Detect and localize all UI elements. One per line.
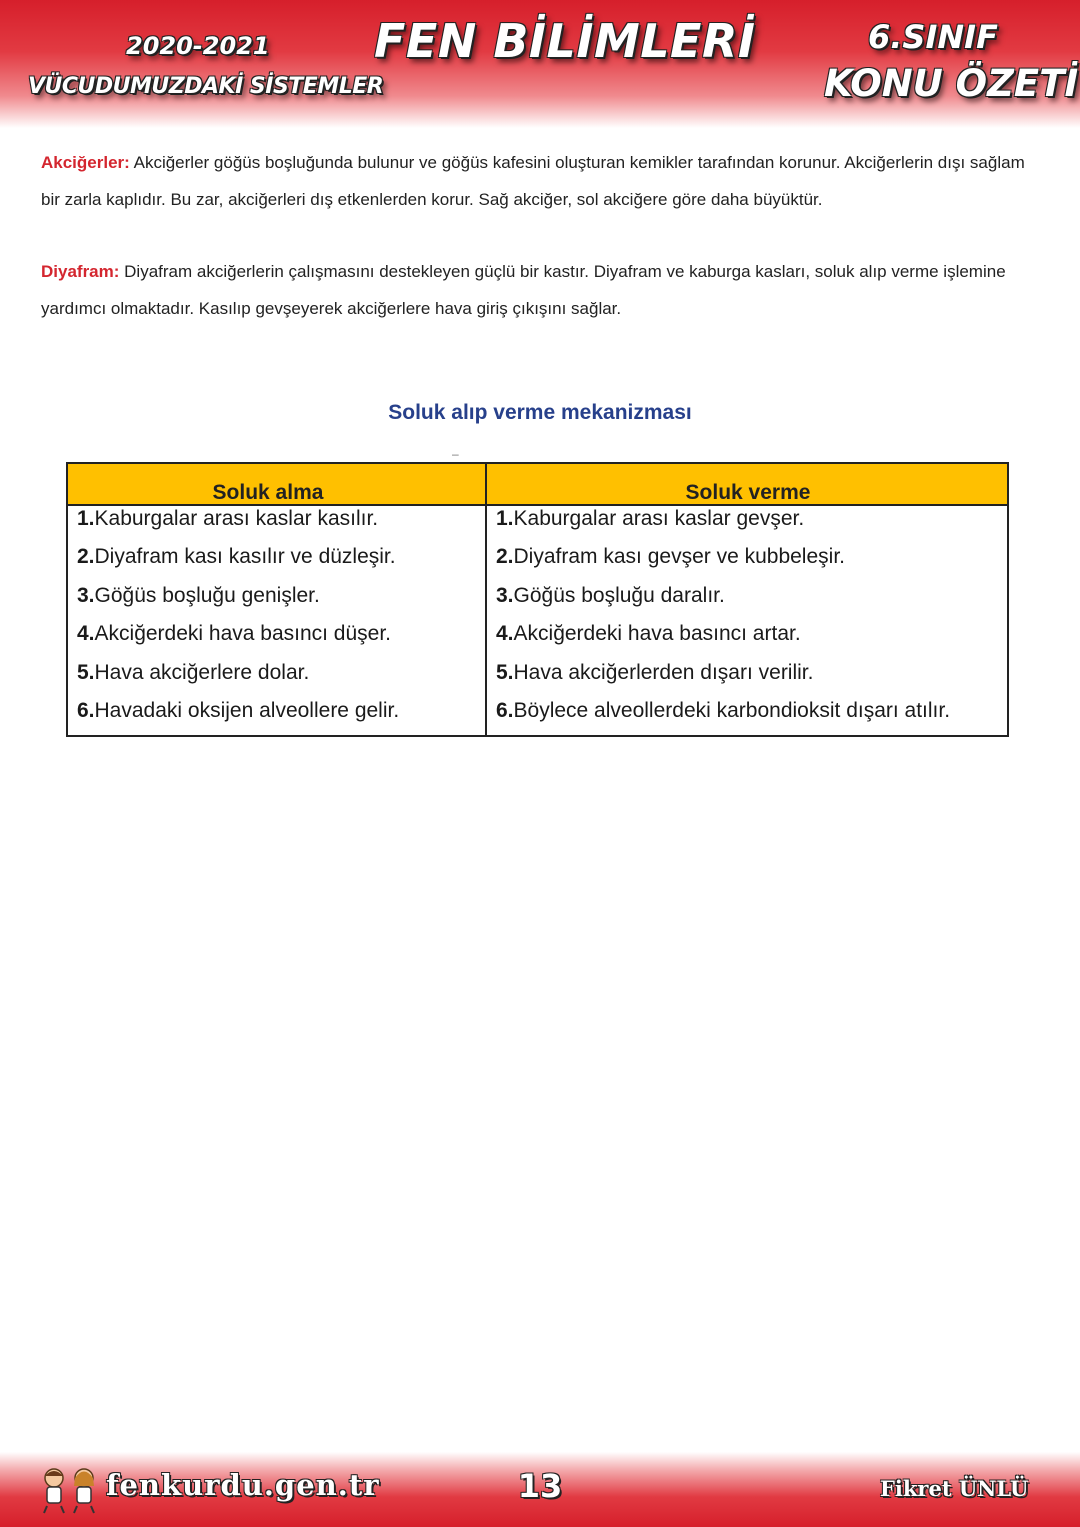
step-text: Göğüs boşluğu genişler. [94, 583, 320, 607]
section-title: Soluk alıp verme mekanizması [388, 401, 692, 424]
step-number: 1. [496, 507, 514, 530]
step-number: 6. [77, 698, 95, 722]
step-text: Kaburgalar arası kaslar kasılır. [94, 507, 379, 530]
step-number: 2. [77, 545, 95, 569]
step-number: 3. [496, 583, 514, 607]
step-text: Hava akciğerlerden dışarı verilir. [513, 660, 814, 684]
step-number: 1. [77, 507, 95, 530]
table-row [496, 698, 950, 736]
table-row [496, 544, 950, 582]
table-row [496, 660, 950, 698]
step-text: Böylece alveollerdeki karbondioksit dışarı atılır. [513, 698, 951, 722]
table-row [496, 621, 950, 659]
step-text: Hava akciğerlere dolar. [94, 660, 310, 684]
footer-site: fenkurdu.gen.tr [106, 1468, 380, 1502]
paragraph-lungs-text: Akciğerler göğüs boşluğunda bulunur ve göğüs kafesini oluşturan kemikler tarafından korunur. Akciğerlerin dışı sağlam bir zarla kaplıdır. Bu zar, akciğerleri dış etkenlerden korur. Sağ akciğer, sol akciğere göre daha büyüktür. [41, 153, 1025, 209]
table-row [496, 583, 950, 621]
table-divider [485, 464, 487, 735]
table-row [77, 583, 399, 621]
table-row [77, 698, 399, 736]
paragraph-diaphragm [41, 253, 1041, 327]
column-header-inhale: Soluk alma [212, 481, 324, 504]
small-dash: – [452, 447, 459, 461]
step-text: Akciğerdeki hava basıncı düşer. [94, 622, 392, 646]
breathing-table [66, 462, 1009, 737]
step-text: Göğüs boşluğu daralır. [513, 583, 725, 607]
term-lungs: Akciğerler: [41, 153, 130, 172]
step-text: Havadaki oksijen alveollere gelir. [94, 698, 400, 722]
step-number: 5. [496, 660, 514, 684]
step-number: 5. [77, 660, 95, 684]
step-text: Akciğerdeki hava basıncı artar. [513, 622, 801, 646]
table-row [77, 621, 399, 659]
header-grade: 6.SINIF [868, 18, 998, 56]
step-text: Diyafram kası kasılır ve düzleşir. [94, 545, 396, 569]
step-text: Diyafram kası gevşer ve kubbeleşir. [513, 545, 845, 569]
page-number: 13 [517, 1467, 563, 1505]
header-banner [0, 0, 1080, 128]
header-year: 2020-2021 [126, 32, 270, 60]
header-topic: VÜCUDUMUZDAKİ SİSTEMLER [28, 74, 384, 99]
header-summary: KONU ÖZETİ [824, 62, 1079, 105]
table-header-row [68, 464, 1007, 506]
exhale-list [496, 506, 950, 736]
step-number: 4. [77, 622, 95, 646]
table-row [496, 506, 950, 544]
table-row [77, 544, 399, 582]
paragraph-lungs [41, 144, 1041, 218]
step-number: 4. [496, 622, 514, 646]
footer-author: Fikret ÜNLÜ [880, 1476, 1029, 1501]
step-number: 2. [496, 545, 514, 569]
header-title: FEN BİLİMLERİ [374, 14, 756, 68]
step-number: 6. [496, 698, 514, 722]
table-row [77, 506, 399, 544]
term-diaphragm: Diyafram: [41, 262, 120, 281]
column-header-exhale: Soluk verme [685, 481, 811, 504]
paragraph-diaphragm-text: Diyafram akciğerlerin çalışmasını destekleyen güçlü bir kastır. Diyafram ve kaburga kasları, soluk alıp verme işlemine yardımcı olmaktadır. Kasılıp gevşeyerek akciğerlere hava giriş çıkışını sağlar. [41, 262, 1006, 318]
step-text: Kaburgalar arası kaslar gevşer. [513, 507, 805, 530]
table-row [77, 660, 399, 698]
inhale-list [77, 506, 399, 736]
step-number: 3. [77, 583, 95, 607]
